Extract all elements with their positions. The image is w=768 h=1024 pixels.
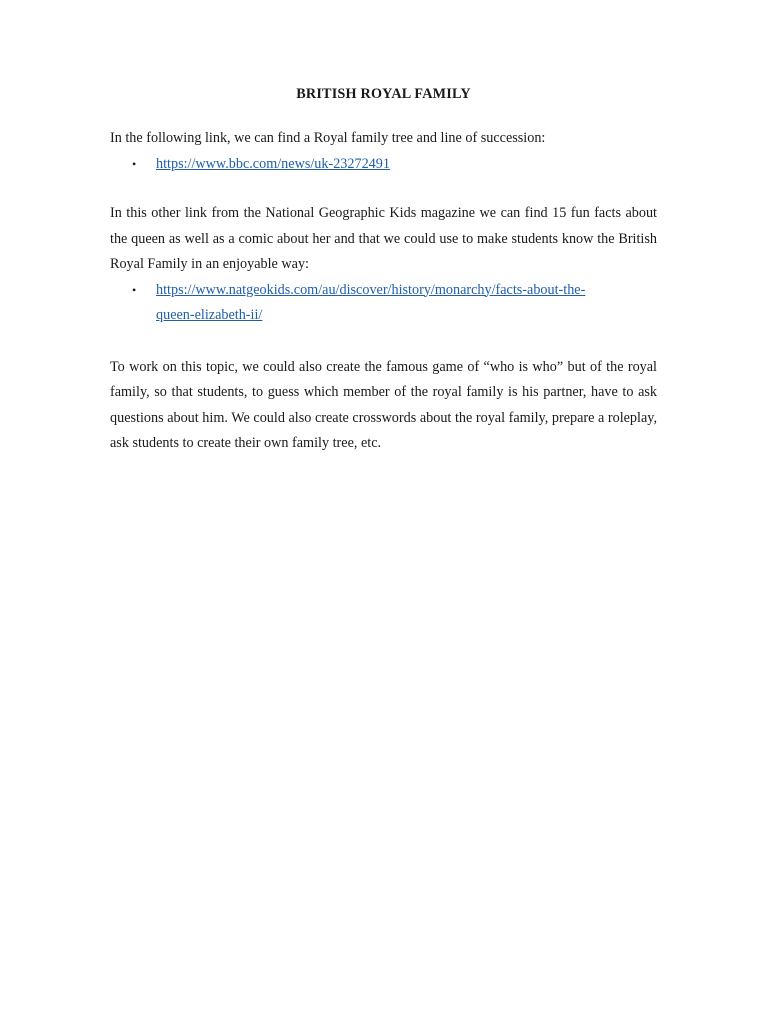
natgeo-link-line2: queen-elizabeth-ii/ bbox=[156, 307, 263, 323]
bullet-icon: • bbox=[132, 156, 137, 171]
natgeo-link-line1: https://www.natgeokids.com/au/discover/history/monarchy/facts-about-the- bbox=[156, 281, 586, 298]
activities-paragraph: To work on this topic, we could also create the famous game of “who is who” but of the royal family, so that students, to guess which member of the royal family is his partner, have to ask questions about him. We could also create crosswords about the royal family, prepare a roleplay, ask students to create their own family tree, etc. bbox=[110, 358, 657, 451]
link-list-2 bbox=[110, 278, 657, 329]
natgeo-link[interactable] bbox=[156, 282, 585, 324]
spacer bbox=[110, 329, 657, 355]
document-title: BRITISH ROYAL FAMILY bbox=[296, 86, 471, 102]
list-item bbox=[110, 152, 657, 178]
bbc-link[interactable]: https://www.bbc.com/news/uk-23272491 bbox=[156, 155, 390, 172]
document-body bbox=[110, 84, 657, 457]
natgeo-paragraph: In this other link from the National Geographic Kids magazine we can find 15 fun facts about the queen as well as a comic about her and that we could use to make students know the British Royal Family in an enjoyable way: bbox=[110, 205, 657, 272]
bullet-icon: • bbox=[132, 282, 137, 297]
intro-paragraph: In the following link, we can find a Royal family tree and line of succession: bbox=[110, 130, 546, 146]
list-item bbox=[110, 278, 657, 329]
spacer bbox=[110, 177, 657, 201]
link-list-1 bbox=[110, 152, 657, 178]
